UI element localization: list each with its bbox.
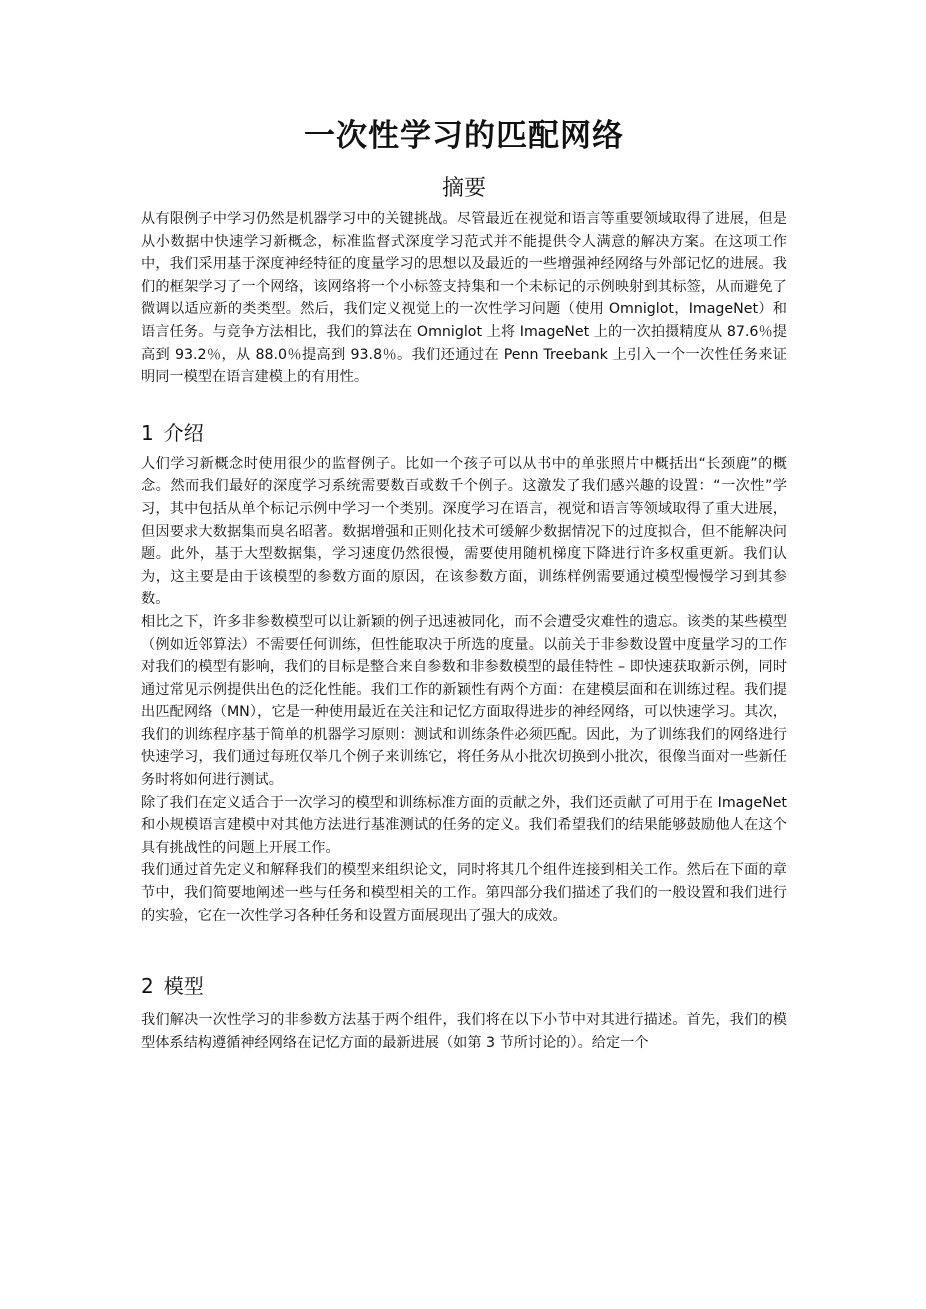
section-number: 1 [141,420,154,445]
section-heading-model [141,971,787,1001]
paper-page [141,112,787,1054]
section-number: 2 [141,974,154,999]
intro-paragraph-1: 人们学习新概念时使用很少的监督例子。比如一个孩子可以从书中的单张照片中概括出“长颈鹿”的概念。然而我们最好的深度学习系统需要数百或数千个例子。这激发了我们感兴趣的设置：“一次性”学习，其中包括从单个标记示例中学习一个类别。深度学习在语言，视觉和语言等领域取得了重大进展，但因要求大数据集而臭名昭著。数据增强和正则化技术可缓解少数据情况下的过度拟合，但不能解决问题。此外，基于大型数据集，学习速度仍然很慢，需要使用随机梯度下降进行许多权重更新。我们认为，这主要是由于该模型的参数方面的原因，在该参数方面，训练样例需要通过模型慢慢学习到其参数。 [141,455,787,608]
model-paragraph-1: 我们解决一次性学习的非参数方法基于两个组件，我们将在以下小节中对其进行描述。首先，我们的模型体系结构遵循神经网络在记忆方面的最新进展（如第 3 节所讨论的）。给定一个 [141,1012,787,1051]
abstract-body: 从有限例子中学习仍然是机器学习中的关键挑战。尽管最近在视觉和语言等重要领域取得了进展，但是从小数据中快速学习新概念，标准监督式深度学习范式并不能提供令人满意的解决方案。在这项工作中，我们采用基于深度神经特征的度量学习的思想以及最近的一些增强神经网络与外部记忆的进展。我们的框架学习了一个网络，该网络将一个小标签支持集和一个未标记的示例映射到其标签，从而避免了微调以适应新的类类型。然后，我们定义视觉上的一次性学习问题（使用 Omniglot，ImageNet）和语言任务。与竞争方法相比，我们的算法在 Omniglot 上将 ImageNet 上的一次拍摄精度从 87.6％提高到 93.2％，从 88.0％提高到 93.8％。我们还通过在 Penn Treebank 上引入一个一次性任务来证明同一模型在语言建模上的有用性。 [141,211,787,386]
abstract-heading: 摘要 [441,176,486,201]
section-title: 模型 [163,974,204,999]
intro-paragraph-4: 我们通过首先定义和解释我们的模型来组织论文，同时将其几个组件连接到相关工作。然后在下面的章节中，我们简要地阐述一些与任务和模型相关的工作。第四部分我们描述了我们的一般设置和我们进行的实验，它在一次性学习各种任务和设置方面展现出了强大的成效。 [141,862,787,924]
intro-paragraph-2: 相比之下，许多非参数模型可以让新颖的例子迅速被同化，而不会遭受灾难性的遗忘。该类的某些模型（例如近邻算法）不需要任何训练，但性能取决于所选的度量。以前关于非参数设置中度量学习的工作对我们的模型有影响，我们的目标是整合来自参数和非参数模型的最佳特性 – 即快速获取新示例，同时通过常见示例提供出色的泛化性能。我们工作的新颖性有两个方面：在建模层面和在训练过程。我们提出匹配网络（MN），它是一种使用最近在关注和记忆方面取得进步的神经网络，可以快速学习。其次，我们的训练程序基于简单的机器学习原则：测试和训练条件必须匹配。因此，为了训练我们的网络进行快速学习，我们通过每班仅举几个例子来训练它，将任务从小批次切换到小批次，很像当面对一些新任务时将如何进行测试。 [141,613,787,789]
section-title: 介绍 [163,420,204,445]
section-heading-introduction [141,418,787,448]
intro-paragraph-3: 除了我们在定义适合于一次学习的模型和训练标准方面的贡献之外，我们还贡献了可用于在 ImageNet 和小规模语言建模中对其他方法进行基准测试的任务的定义。我们希望我们的结果能够鼓励他人在这个具有挑战性的问题上开展工作。 [141,794,787,856]
paper-title: 一次性学习的匹配网络 [304,118,624,154]
